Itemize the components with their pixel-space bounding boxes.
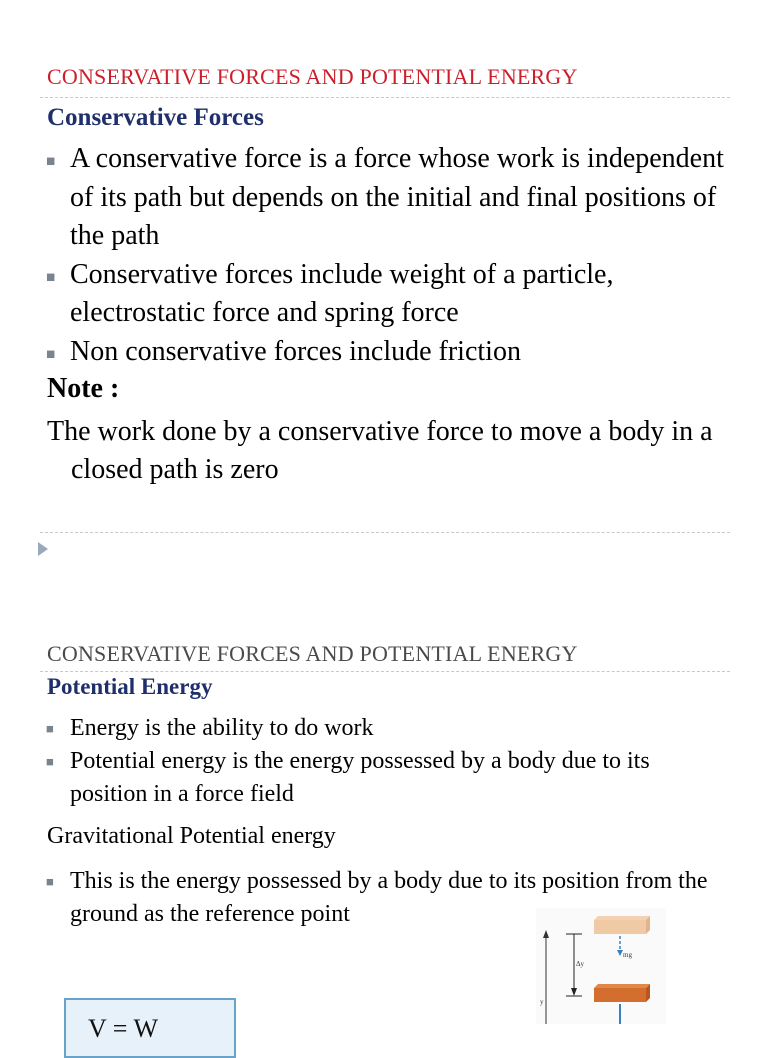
bullet-icon: ■ (46, 268, 56, 286)
bullet-list (46, 712, 726, 811)
lower-block-top (594, 984, 650, 988)
list-item: ■ A conservative force is a force whose work is independent of its path but depends on the initial and final positions of the path (46, 143, 724, 251)
formula-text: V = W (88, 1014, 159, 1043)
upper-block-top (594, 916, 650, 920)
note-label: Note : (47, 373, 120, 404)
bullet-list (46, 140, 726, 371)
bullet-icon: ■ (46, 874, 54, 889)
potential-energy-figure (530, 908, 670, 1024)
triangle-right-icon (38, 542, 48, 556)
upper-block (594, 920, 646, 934)
slide-title: CONSERVATIVE FORCES AND POTENTIAL ENERGY (47, 64, 578, 89)
slide-potential-energy (0, 600, 768, 1043)
list-item: ■ Conservative forces include weight of a particle, electrostatic force and spring force (46, 258, 614, 328)
list-item: ■ Non conservative forces include friction (46, 335, 521, 367)
slide-bottom-divider (40, 532, 730, 533)
subheading: Conservative Forces (47, 104, 264, 131)
bullet-icon: ■ (46, 153, 56, 170)
formula-box (64, 998, 236, 1058)
lower-block (594, 988, 646, 1002)
list-item: ■ Potential energy is the energy possessed by a body due to its position in a force field (46, 748, 650, 807)
list-item: ■ This is the energy possessed by a body due to its position from the ground as the reference point (46, 868, 708, 927)
list-item: ■ Energy is the ability to do work (46, 715, 374, 741)
bullet-icon: ■ (46, 345, 56, 363)
gravitational-heading: Gravitational Potential energy (47, 823, 336, 849)
force-label: mg (623, 951, 632, 959)
bullet-icon: ■ (46, 754, 54, 769)
slide-title: CONSERVATIVE FORCES AND POTENTIAL ENERGY (47, 641, 578, 666)
note-text: The work done by a conservative force to move a body in a closed path is zero (47, 416, 713, 485)
delta-y-label: Δy (576, 960, 585, 968)
subheading: Potential Energy (47, 674, 213, 699)
bullet-icon: ■ (46, 721, 54, 736)
title-divider (40, 97, 730, 98)
title-divider (40, 671, 730, 672)
y-label: y (540, 998, 544, 1006)
